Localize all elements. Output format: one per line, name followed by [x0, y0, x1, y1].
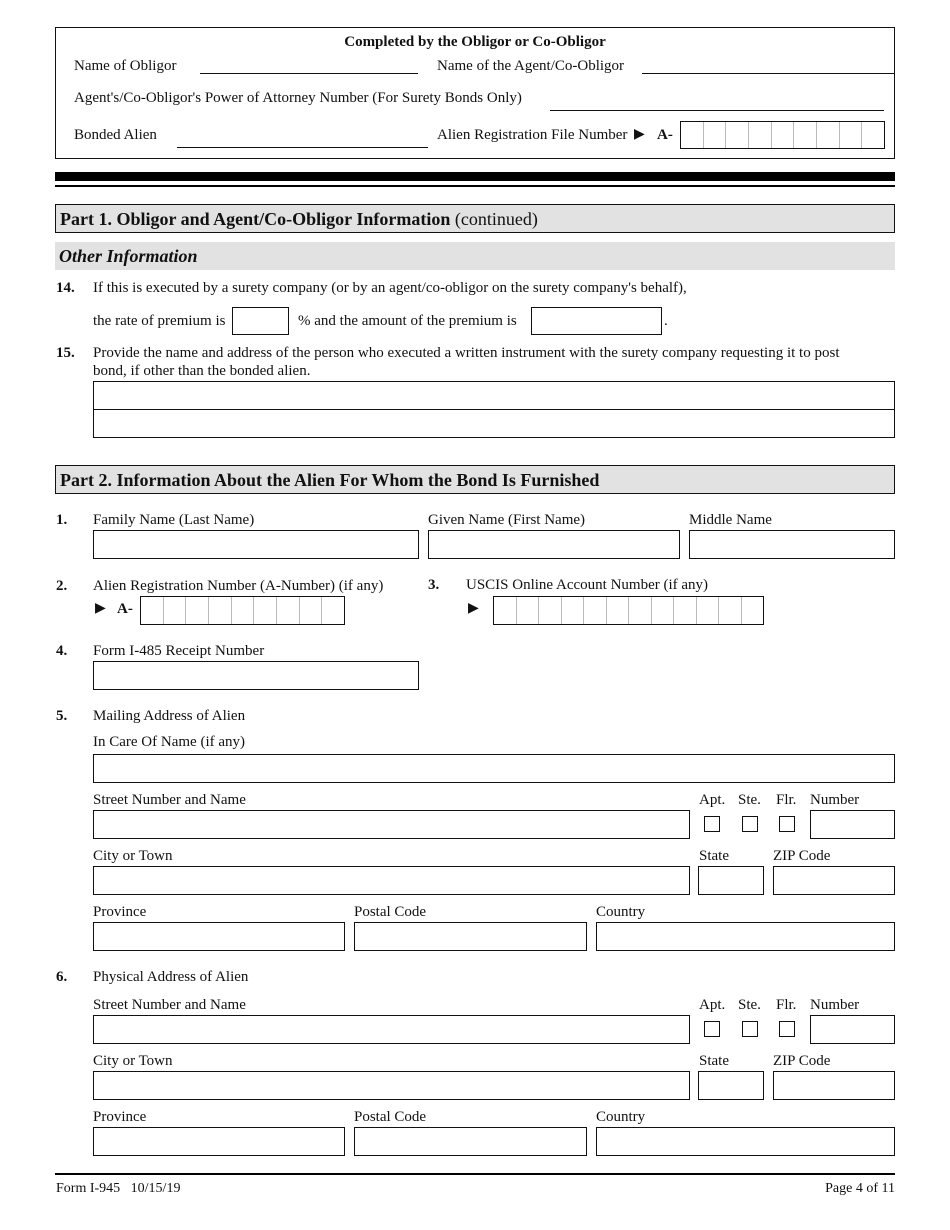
part1-header [55, 204, 895, 233]
uscis-account-label: USCIS Online Account Number (if any) [466, 577, 709, 593]
separator-thin [55, 185, 895, 187]
name-of-obligor-field[interactable] [200, 73, 418, 74]
q15-text-line1: Provide the name and address of the person who executed a written instrument with the surety company requesting it to post [93, 345, 840, 361]
family-name-label: Family Name (Last Name) [93, 512, 255, 528]
mailing-country-label: Country [596, 904, 646, 920]
mailing-province-input[interactable] [93, 922, 345, 951]
name-of-agent-field[interactable] [642, 73, 894, 74]
bonded-alien-field[interactable] [177, 147, 428, 148]
q6-number: 6. [56, 969, 68, 985]
physical-apt-checkbox[interactable] [704, 1021, 720, 1037]
physical-number-label: Number [810, 997, 860, 1013]
a-prefix-label: A- [657, 127, 673, 143]
arrow-right-icon: ▶ [634, 127, 645, 142]
physical-street-input[interactable] [93, 1015, 690, 1044]
i485-label: Form I-485 Receipt Number [93, 643, 265, 659]
family-name-input[interactable] [93, 530, 419, 559]
mailing-flr-label: Flr. [776, 792, 797, 808]
mailing-ste-label: Ste. [738, 792, 761, 808]
mailing-state-select[interactable] [698, 866, 764, 895]
footer-form-id: Form I-945 10/15/19 [56, 1181, 181, 1196]
q2-number: 2. [56, 578, 68, 594]
physical-flr-checkbox[interactable] [779, 1021, 795, 1037]
alien-reg-file-input[interactable] [680, 121, 885, 149]
footer-page-number: Page 4 of 11 [825, 1181, 895, 1196]
q15-number: 15. [56, 345, 75, 361]
mailing-apt-checkbox[interactable] [704, 816, 720, 832]
q15-line1-input[interactable] [93, 381, 895, 410]
name-of-obligor-label: Name of Obligor [74, 58, 177, 74]
power-of-attorney-field[interactable] [550, 110, 884, 111]
i485-receipt-input[interactable] [93, 661, 419, 690]
bonded-alien-label: Bonded Alien [74, 127, 157, 143]
a-number-prefix: A- [117, 601, 133, 617]
q15-line2-input[interactable] [93, 409, 895, 438]
physical-province-label: Province [93, 1109, 147, 1125]
in-care-of-label: In Care Of Name (if any) [93, 734, 246, 750]
part1-title: Part 1. Obligor and Agent/Co-Obligor Information [60, 209, 451, 229]
mailing-province-label: Province [93, 904, 147, 920]
mailing-street-input[interactable] [93, 810, 690, 839]
other-information-title: Other Information [59, 246, 198, 266]
physical-city-input[interactable] [93, 1071, 690, 1100]
premium-amount-input[interactable] [531, 307, 662, 335]
mailing-country-input[interactable] [596, 922, 895, 951]
mailing-zip-label: ZIP Code [773, 848, 831, 864]
physical-postal-input[interactable] [354, 1127, 587, 1156]
separator-thick [55, 172, 895, 181]
physical-country-input[interactable] [596, 1127, 895, 1156]
part1-title-suffix: (continued) [450, 209, 538, 229]
mailing-apt-label: Apt. [699, 792, 726, 808]
q5-number: 5. [56, 708, 68, 724]
physical-street-label: Street Number and Name [93, 997, 246, 1013]
mailing-flr-checkbox[interactable] [779, 816, 795, 832]
q4-number: 4. [56, 643, 68, 659]
physical-number-input[interactable] [810, 1015, 895, 1044]
mailing-state-label: State [699, 848, 729, 864]
power-of-attorney-label: Agent's/Co-Obligor's Power of Attorney Number (For Surety Bonds Only) [74, 90, 522, 106]
physical-province-input[interactable] [93, 1127, 345, 1156]
name-of-agent-label: Name of the Agent/Co-Obligor [437, 58, 625, 74]
mailing-city-input[interactable] [93, 866, 690, 895]
q14-amount-label: % and the amount of the premium is [298, 313, 517, 329]
premium-rate-input[interactable] [232, 307, 289, 335]
arrow-right-icon: ▶ [95, 601, 106, 616]
alien-reg-file-label: Alien Registration File Number [437, 127, 628, 143]
arrow-right-icon: ▶ [468, 601, 479, 616]
mailing-number-input[interactable] [810, 810, 895, 839]
physical-ste-checkbox[interactable] [742, 1021, 758, 1037]
physical-ste-label: Ste. [738, 997, 761, 1013]
physical-apt-label: Apt. [699, 997, 726, 1013]
physical-state-label: State [699, 1053, 729, 1069]
other-information-header [55, 242, 895, 270]
q14-text: If this is executed by a surety company (or by an agent/co-obligor on the surety company's behalf), [93, 280, 687, 296]
q14-period: . [664, 313, 668, 329]
a-number-input[interactable] [140, 596, 345, 625]
middle-name-input[interactable] [689, 530, 895, 559]
part2-header [55, 465, 895, 494]
middle-name-label: Middle Name [689, 512, 772, 528]
q14-rate-label: the rate of premium is [93, 313, 226, 329]
mailing-zip-input[interactable] [773, 866, 895, 895]
mailing-street-label: Street Number and Name [93, 792, 246, 808]
mailing-postal-input[interactable] [354, 922, 587, 951]
mailing-number-label: Number [810, 792, 860, 808]
mailing-ste-checkbox[interactable] [742, 816, 758, 832]
in-care-of-input[interactable] [93, 754, 895, 783]
q3-number: 3. [428, 577, 440, 593]
mailing-city-label: City or Town [93, 848, 173, 864]
physical-city-label: City or Town [93, 1053, 173, 1069]
physical-state-select[interactable] [698, 1071, 764, 1100]
physical-postal-label: Postal Code [354, 1109, 427, 1125]
mailing-postal-label: Postal Code [354, 904, 427, 920]
mailing-address-label: Mailing Address of Alien [93, 708, 246, 724]
physical-zip-input[interactable] [773, 1071, 895, 1100]
header-title: Completed by the Obligor or Co-Obligor [344, 34, 606, 50]
physical-address-label: Physical Address of Alien [93, 969, 249, 985]
physical-zip-label: ZIP Code [773, 1053, 831, 1069]
physical-flr-label: Flr. [776, 997, 797, 1013]
physical-country-label: Country [596, 1109, 646, 1125]
a-number-label: Alien Registration Number (A-Number) (if any) [93, 578, 384, 594]
q1-number: 1. [56, 512, 68, 528]
given-name-input[interactable] [428, 530, 680, 559]
uscis-account-input[interactable] [493, 596, 764, 625]
q14-number: 14. [56, 280, 75, 296]
footer-rule [55, 1173, 895, 1175]
part2-title: Part 2. Information About the Alien For Whom the Bond Is Furnished [60, 470, 600, 490]
given-name-label: Given Name (First Name) [428, 512, 586, 528]
q15-text-line2: bond, if other than the bonded alien. [93, 363, 311, 379]
